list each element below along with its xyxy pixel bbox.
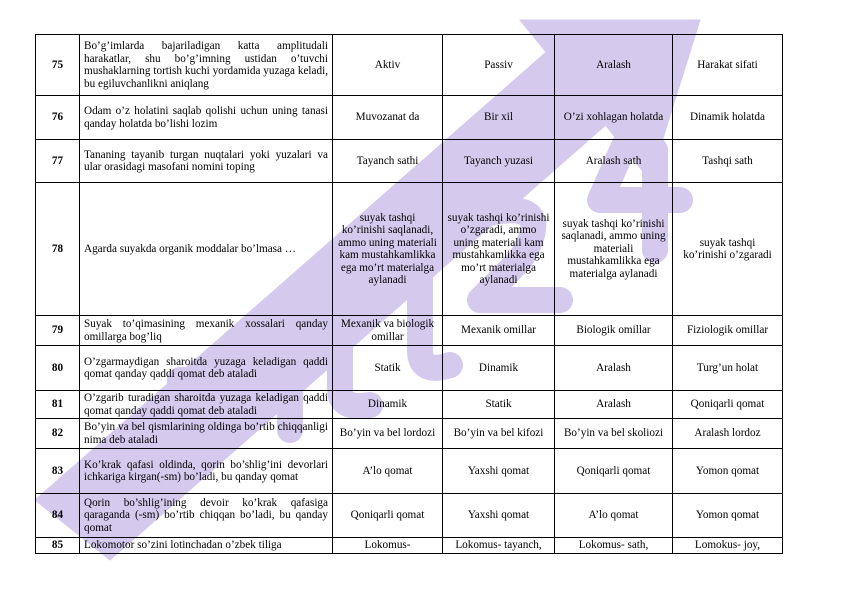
option-a: suyak tashqi ko’rinishi saqlanadi, ammo uning materiali kam mustahkamlikka ega mo’rt materialga aylanadi: [333, 183, 443, 316]
question-number: 76: [36, 96, 80, 140]
test-questions-table: [35, 34, 783, 554]
table-row: [36, 419, 783, 449]
question-number: 85: [36, 538, 80, 554]
option-c: suyak tashqi ko’rinishi saqlanadi, ammo uning materiali mustahkamlikka ega materialga aylanadi: [555, 183, 673, 316]
table-row: [36, 316, 783, 346]
option-b: Lokomus- tayanch,: [443, 538, 555, 554]
option-d: Yomon qomat: [673, 494, 783, 538]
option-d: Yomon qomat: [673, 449, 783, 494]
option-a: Muvozanat da: [333, 96, 443, 140]
option-a: Lokomus-: [333, 538, 443, 554]
option-b: Bir xil: [443, 96, 555, 140]
question-number: 81: [36, 391, 80, 419]
option-c: Lokomus- sath,: [555, 538, 673, 554]
option-a: Mexanik va biologik omillar: [333, 316, 443, 346]
option-c: Bo’yin va bel skoliozi: [555, 419, 673, 449]
question-number: 78: [36, 183, 80, 316]
option-a: Qoniqarli qomat: [333, 494, 443, 538]
question-number: 80: [36, 346, 80, 391]
question-text: Bo’g’imlarda bajariladigan katta amplitudali harakatlar, shu bo’g’imning ustidan o’tuvchi mushaklarning tortish kuchi yordamida yuzaga keladi, bu egiluvchanlikni aniqlang: [80, 35, 333, 96]
question-number: 75: [36, 35, 80, 96]
option-d: Lomokus- joy,: [673, 538, 783, 554]
table-row: [36, 140, 783, 183]
question-text: Qorin bo’shlig’ining devoir ko’krak qafasiga qaraganda (-sm) bo’rtib chiqqan bo’ladi, bu qanday qomat: [80, 494, 333, 538]
option-a: A’lo qomat: [333, 449, 443, 494]
option-d: Aralash lordoz: [673, 419, 783, 449]
option-a: Tayanch sathi: [333, 140, 443, 183]
option-b: Bo’yin va bel kifozi: [443, 419, 555, 449]
option-b: Dinamik: [443, 346, 555, 391]
question-text: Suyak to’qimasining mexanik xossalari qanday omillarga bog’liq: [80, 316, 333, 346]
option-d: Qoniqarli qomat: [673, 391, 783, 419]
table-row: [36, 346, 783, 391]
question-number: 83: [36, 449, 80, 494]
option-d: Fiziologik omillar: [673, 316, 783, 346]
option-b: Mexanik omillar: [443, 316, 555, 346]
question-text: Lokomotor so’zini lotinchadan o’zbek tiliga: [80, 538, 333, 554]
option-a: Bo’yin va bel lordozi: [333, 419, 443, 449]
option-b: suyak tashqi ko’rinishi o’zgaradi, ammo uning materiali kam mustahkamlikka ega mo’rt materialga aylanadi: [443, 183, 555, 316]
option-c: Qoniqarli qomat: [555, 449, 673, 494]
option-c: Aralash: [555, 35, 673, 96]
option-d: Dinamik holatda: [673, 96, 783, 140]
question-number: 84: [36, 494, 80, 538]
table-row: [36, 449, 783, 494]
option-c: Aralash: [555, 346, 673, 391]
option-d: Tashqi sath: [673, 140, 783, 183]
question-number: 82: [36, 419, 80, 449]
question-text: Tananing tayanib turgan nuqtalari yoki yuzalari va ular orasidagi masofani nomini toping: [80, 140, 333, 183]
table-row: [36, 96, 783, 140]
table-row: [36, 494, 783, 538]
question-number: 79: [36, 316, 80, 346]
question-text: Odam o’z holatini saqlab qolishi uchun uning tanasi qanday holatda bo’lishi lozim: [80, 96, 333, 140]
option-b: Yaxshi qomat: [443, 494, 555, 538]
option-c: Aralash: [555, 391, 673, 419]
option-c: O’zi xohlagan holatda: [555, 96, 673, 140]
table-row: [36, 183, 783, 316]
option-c: Biologik omillar: [555, 316, 673, 346]
question-text: Bo’yin va bel qismlarining oldinga bo’rtib chiqqanligi nima deb ataladi: [80, 419, 333, 449]
question-number: 77: [36, 140, 80, 183]
option-d: Turg’un holat: [673, 346, 783, 391]
option-a: Statik: [333, 346, 443, 391]
question-text: O’zgarib turadigan sharoitda yuzaga keladigan qaddi qomat qanday qaddi qomat deb ataladi: [80, 391, 333, 419]
option-c: Aralash sath: [555, 140, 673, 183]
option-b: Passiv: [443, 35, 555, 96]
table-row: [36, 538, 783, 554]
option-b: Tayanch yuzasi: [443, 140, 555, 183]
option-a: Aktiv: [333, 35, 443, 96]
question-text: O’zgarmaydigan sharoitda yuzaga keladigan qaddi qomat qanday qaddi qomat deb ataladi: [80, 346, 333, 391]
option-d: Harakat sifati: [673, 35, 783, 96]
option-d: suyak tashqi ko’rinishi o’zgaradi: [673, 183, 783, 316]
question-text: Agarda suyakda organik moddalar bo’lmasa …: [80, 183, 333, 316]
option-a: Dinamik: [333, 391, 443, 419]
table-row: [36, 391, 783, 419]
option-c: A’lo qomat: [555, 494, 673, 538]
option-b: Yaxshi qomat: [443, 449, 555, 494]
option-b: Statik: [443, 391, 555, 419]
question-text: Ko’krak qafasi oldinda, qorin bo’shlig’ini devorlari ichkariga kirgan(-sm) bo’ladi, bu qanday qomat: [80, 449, 333, 494]
table-row: [36, 35, 783, 96]
